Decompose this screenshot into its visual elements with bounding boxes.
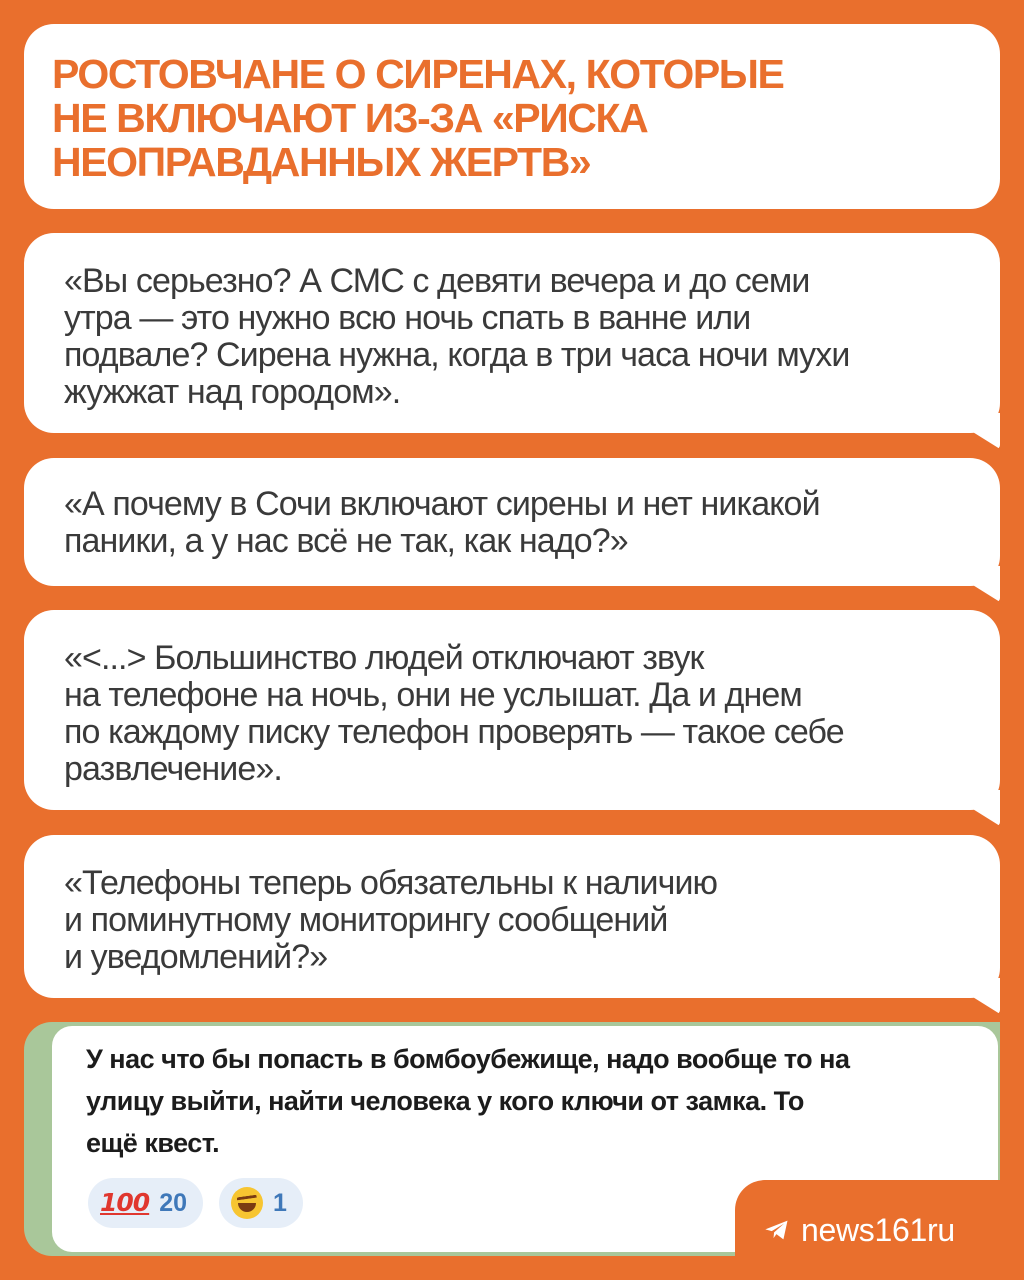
quote-1-line-1: «Вы серьезно? А СМС с девяти вечера и до семи bbox=[64, 262, 810, 300]
quote-2-line-2: паники, а у нас всё не так, как надо?» bbox=[64, 522, 628, 560]
chat-message-line-3: ещё квест. bbox=[86, 1128, 220, 1158]
reaction-count: 1 bbox=[273, 1188, 287, 1217]
quote-text-3 bbox=[64, 640, 970, 788]
reaction-rolling-laughing[interactable] bbox=[219, 1178, 303, 1228]
quote-text-4 bbox=[64, 865, 970, 976]
quote-card-3 bbox=[24, 610, 1000, 810]
telegram-icon bbox=[763, 1216, 791, 1244]
rolling-laughing-icon bbox=[231, 1187, 263, 1219]
quote-card-2 bbox=[24, 458, 1000, 586]
title-line-1: РОСТОВЧАНЕ О СИРЕНАХ, КОТОРЫЕ bbox=[52, 51, 784, 97]
bubble-tail bbox=[974, 978, 1000, 1014]
reactions-bar bbox=[88, 1178, 303, 1228]
quote-2-line-1: «А почему в Сочи включают сирены и нет никакой bbox=[64, 485, 820, 523]
quote-3-line-1: «<...> Большинство людей отключают звук bbox=[64, 639, 704, 677]
source-channel-name[interactable]: news161ru bbox=[801, 1211, 955, 1248]
page-title bbox=[52, 52, 970, 184]
bubble-tail bbox=[974, 790, 1000, 826]
reaction-hundred-points[interactable] bbox=[88, 1178, 203, 1228]
bubble-tail bbox=[974, 566, 1000, 602]
quote-1-line-2: утра — это нужно всю ночь спать в ванне или bbox=[64, 299, 751, 337]
quote-text-1 bbox=[64, 263, 970, 411]
quote-4-line-1: «Телефоны теперь обязательны к наличию bbox=[64, 864, 718, 902]
bubble-tail bbox=[974, 413, 1000, 449]
quote-card-4 bbox=[24, 835, 1000, 998]
reaction-count: 20 bbox=[159, 1188, 187, 1217]
hundred-points-icon: 100 bbox=[100, 1188, 150, 1217]
chat-message-line-2: улицу выйти, найти человека у кого ключи от замка. То bbox=[86, 1086, 804, 1116]
quote-1-line-4: жужжат над городом». bbox=[64, 373, 401, 411]
title-line-2: НЕ ВКЛЮЧАЮТ ИЗ-ЗА «РИСКА bbox=[52, 95, 648, 141]
chat-message-line-1: У нас что бы попасть в бомбоубежище, надо вообще то на bbox=[86, 1044, 850, 1074]
title-line-3: НЕОПРАВДАННЫХ ЖЕРТВ» bbox=[52, 139, 591, 185]
quote-4-line-3: и уведомлений?» bbox=[64, 938, 328, 976]
quote-3-line-2: на телефоне на ночь, они не услышат. Да и днем bbox=[64, 676, 802, 714]
quote-3-line-3: по каждому писку телефон проверять — такое себе bbox=[64, 713, 844, 751]
quote-4-line-2: и поминутному мониторингу сообщений bbox=[64, 901, 668, 939]
quote-3-line-4: развлечение». bbox=[64, 750, 282, 788]
title-card bbox=[24, 24, 1000, 209]
quote-text-2 bbox=[64, 486, 970, 560]
source-tag bbox=[735, 1180, 1024, 1280]
quote-card-1 bbox=[24, 233, 1000, 433]
chat-message-text bbox=[86, 1038, 974, 1164]
quote-1-line-3: подвале? Сирена нужна, когда в три часа ночи мухи bbox=[64, 336, 850, 374]
